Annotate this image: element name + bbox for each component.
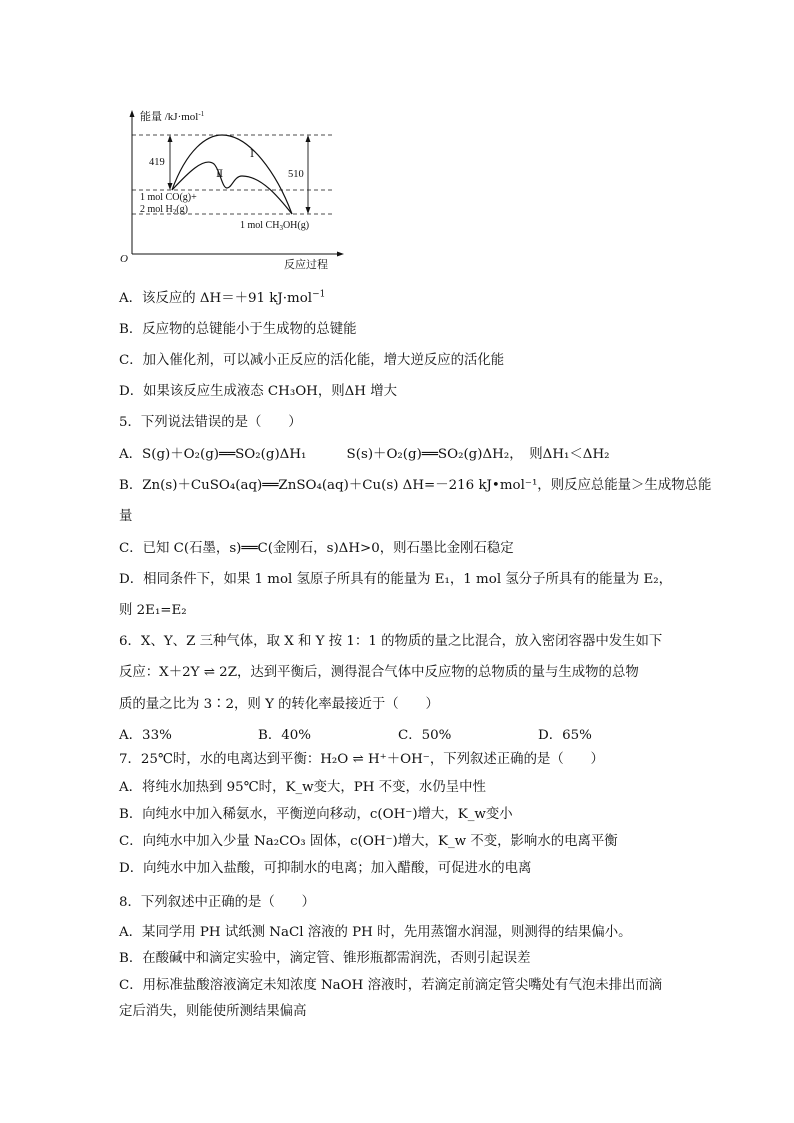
q5-option-c: C．已知 C(石墨，s)══C(金刚石，s)ΔH>0，则石墨比金刚石稳定 [119,541,514,556]
q5-option-a: A．S(g)＋O₂(g)══SO₂(g)ΔH₁ S(s)＋O₂(g)══SO₂(g)ΔH₂， 则ΔH₁＜ΔH₂ [119,447,610,462]
y-axis-arrow [130,110,135,117]
y-axis-label: 能量 /kJ·mol$^{-1}$ [140,110,205,123]
q8-stem: 8．下列叙述中正确的是（ ） [119,895,315,910]
q7-stem: 7．25℃时，水的电离达到平衡：H₂O ⇌ H⁺＋OH⁻，下列叙述正确的是（ ） [119,752,604,767]
energy-diagram [112,104,352,274]
q4-option-a: A．该反应的 ΔH＝＋91 kJ·mol$^{-1}$ [119,289,326,306]
arrow-510-up [306,135,311,142]
q6-stem-line3: 质的量之比为 3∶2，则 Y 的转化率最接近于（ ） [119,697,439,712]
x-axis-arrow [337,252,344,257]
q5-option-b-line1: B．Zn(s)＋CuSO₄(aq)══ZnSO₄(aq)＋Cu(s) ΔH=－216 kJ•mol⁻¹，则反应总能量＞生成物总能 [119,478,712,493]
q4-option-d: D．如果该反应生成液态 CH₃OH，则ΔH 增大 [119,384,398,399]
curve-I-label: Ⅰ [250,149,255,160]
q6-option-c: C．50% [398,728,452,743]
q6-option-d: D．65% [538,728,592,743]
q6-stem-line1: 6．X、Y、Z 三种气体，取 X 和 Y 按 1：1 的物质的量之比混合，放入密闭容器中发生如下 [119,634,663,649]
q8-option-b: B．在酸碱中和滴定实验中，滴定管、锥形瓶都需润洗，否则引起误差 [119,951,531,966]
arrow-510-down [306,207,311,214]
q5-stem: 5．下列说法错误的是（ ） [119,415,302,430]
q8-option-c-line2: 定后消失，则能使所测结果偏高 [119,1004,307,1019]
x-axis-label: 反应过程 [284,259,328,271]
q5-option-d-line1: D．相同条件下，如果 1 mol 氢原子所具有的能量为 E₁，1 mol 氢分子所具有的能量为 E₂， [119,572,673,587]
q7-option-a: A．将纯水加热到 95℃时，K_w变大，PH 不变，水仍呈中性 [119,780,486,795]
q5-option-b-line2: 量 [119,509,133,524]
label-419: 419 [149,157,165,168]
product-label: 1 mol $CH_3OH(g)$ [240,220,310,232]
q6-option-a: A．33% [119,728,172,743]
reactant-label-1: 1 mol CO(g)+ [140,192,197,203]
origin-label: O [120,253,128,265]
curve-II-label: Ⅱ [216,169,224,180]
q4-option-b: B．反应物的总键能小于生成物的总键能 [119,322,357,337]
q6-stem-line2: 反应：X＋2Y ⇌ 2Z，达到平衡后，测得混合气体中反应物的总物质的量与生成物的总物 [119,665,639,680]
q7-option-d: D．向纯水中加入盐酸，可抑制水的电离；加入醋酸，可促进水的电离 [119,861,532,876]
q6-option-b: B．40% [258,728,311,743]
q7-option-b: B．向纯水中加入稀氨水，平衡逆向移动，c(OH⁻)增大，K_w变小 [119,807,513,822]
label-510: 510 [288,169,304,180]
q6-options [119,727,592,745]
q8-option-a: A．某同学用 PH 试纸测 NaCl 溶液的 PH 时，先用蒸馏水润湿，则测得的结果偏小。 [119,925,632,940]
q4-option-c: C．加入催化剂，可以减小正反应的活化能，增大逆反应的活化能 [119,353,505,368]
reactant-label-2: 2 mol $H_2(g)$ [140,204,188,216]
arrow-419-up [168,135,173,142]
q5-option-d-line2: 则 2E₁=E₂ [119,603,187,618]
q7-option-c: C．向纯水中加入少量 Na₂CO₃ 固体，c(OH⁻)增大，K_w 不变，影响水的电离平衡 [119,834,618,849]
curve-II [172,162,292,214]
q8-option-c-line1: C．用标准盐酸溶液滴定未知浓度 NaOH 溶液时，若滴定前滴定管尖嘴处有气泡未排出而滴 [119,978,663,993]
